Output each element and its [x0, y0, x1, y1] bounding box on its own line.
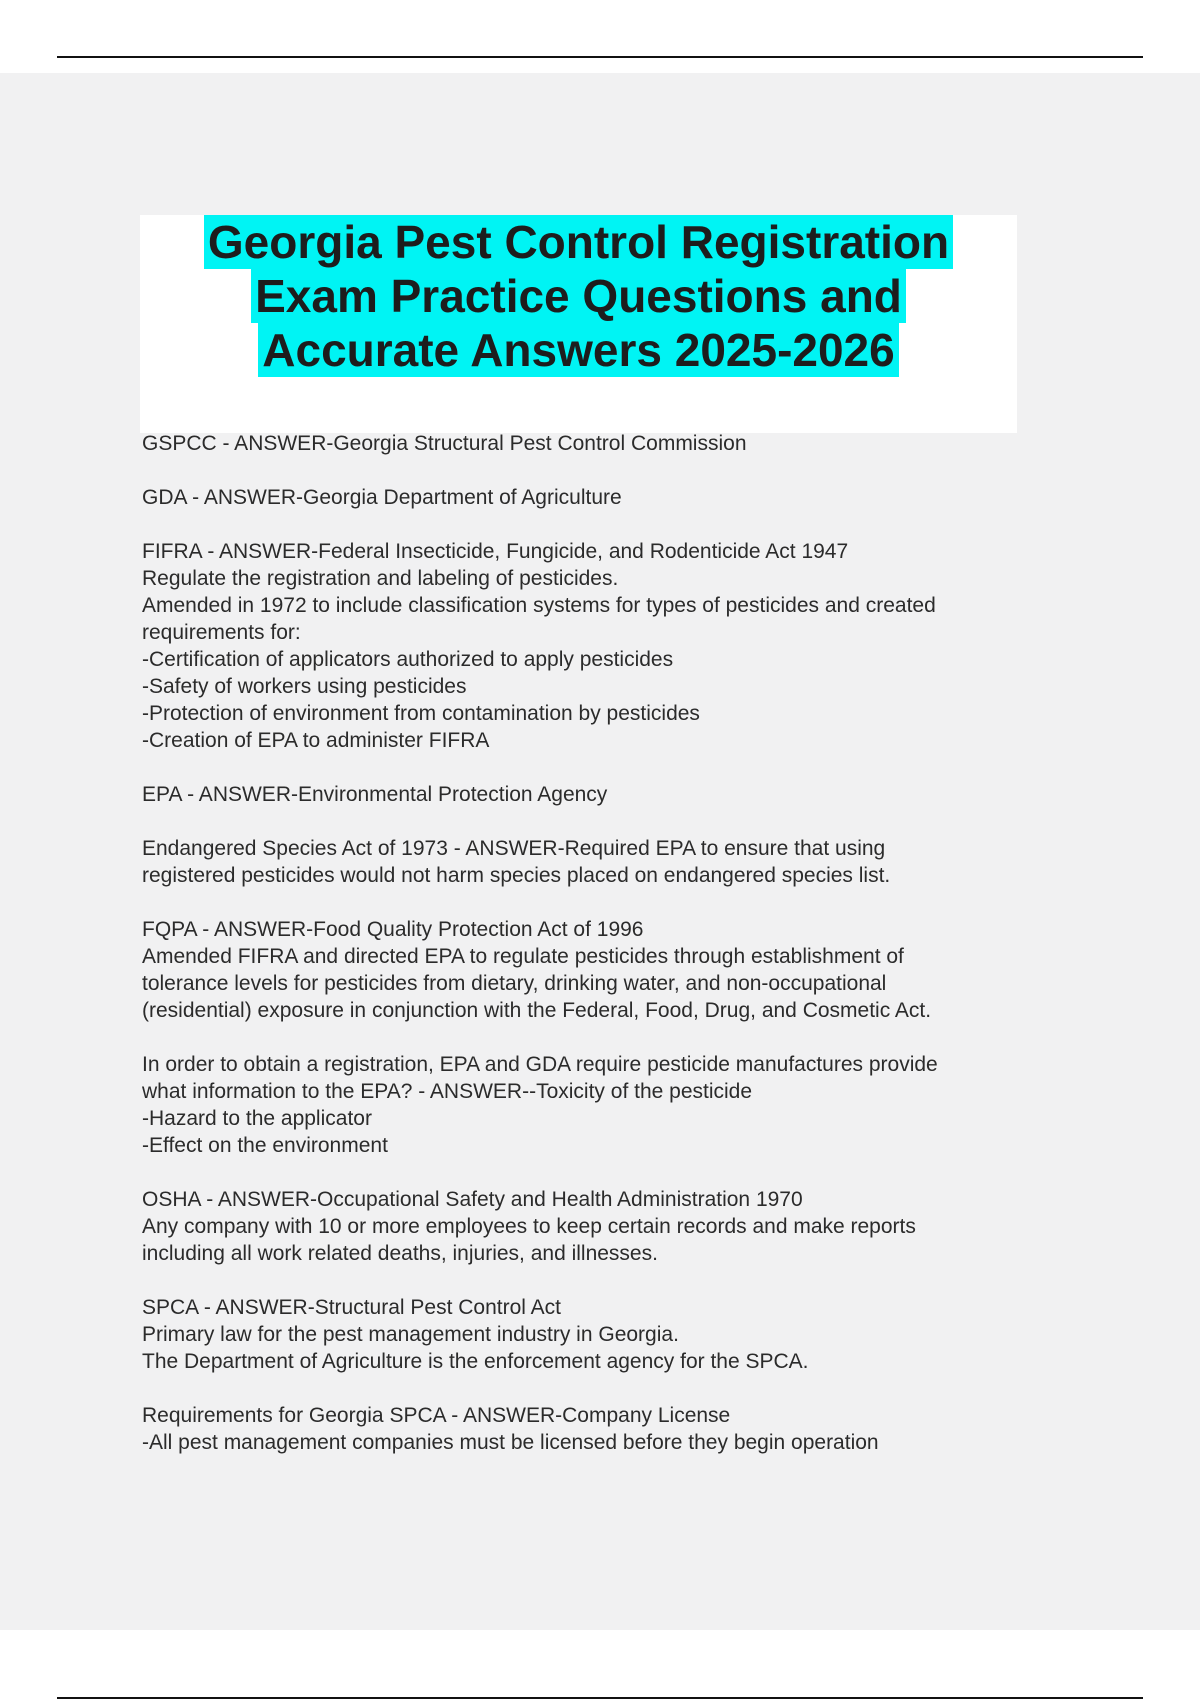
qa-line: OSHA - ANSWER-Occupational Safety and Health Administration 1970 [142, 1188, 803, 1211]
qa-line: what information to the EPA? - ANSWER--Toxicity of the pesticide [142, 1080, 753, 1103]
qa-line: FIFRA - ANSWER-Federal Insecticide, Fungicide, and Rodenticide Act 1947 [142, 540, 849, 563]
qa-line: Amended in 1972 to include classification systems for types of pesticides and created [142, 594, 936, 617]
qa-entry-osha [142, 1186, 1062, 1267]
qa-line: -Effect on the environment [142, 1134, 388, 1157]
qa-line: registered pesticides would not harm species placed on endangered species list. [142, 864, 891, 887]
qa-line: In order to obtain a registration, EPA and GDA require pesticide manufactures provide [142, 1053, 938, 1076]
qa-entry-gda [142, 484, 1062, 511]
qa-line: -Hazard to the applicator [142, 1107, 372, 1130]
qa-line: -Protection of environment from contamination by pesticides [142, 702, 700, 725]
qa-list [142, 430, 1062, 1483]
qa-entry-endangered-species-act [142, 835, 1062, 889]
qa-line: Requirements for Georgia SPCA - ANSWER-Company License [142, 1404, 731, 1427]
qa-line: The Department of Agriculture is the enforcement agency for the SPCA. [142, 1350, 809, 1373]
qa-line: (residential) exposure in conjunction with the Federal, Food, Drug, and Cosmetic Act. [142, 999, 932, 1022]
qa-line: requirements for: [142, 621, 301, 644]
qa-entry-fifra [142, 538, 1062, 754]
qa-entry-spca [142, 1294, 1062, 1375]
qa-line: GSPCC - ANSWER-Georgia Structural Pest Control Commission [142, 432, 747, 455]
qa-line: Endangered Species Act of 1973 - ANSWER-Required EPA to ensure that using [142, 837, 886, 860]
title-line-2: Exam Practice Questions and [251, 269, 906, 323]
qa-entry-gspcc [142, 430, 1062, 457]
title-box [140, 215, 1017, 433]
qa-entry-spca-requirements [142, 1402, 1062, 1456]
qa-line: Any company with 10 or more employees to keep certain records and make reports [142, 1215, 916, 1238]
bottom-rule [57, 1697, 1143, 1699]
qa-line: -Certification of applicators authorized to apply pesticides [142, 648, 674, 671]
qa-entry-fqpa [142, 916, 1062, 1024]
qa-line: FQPA - ANSWER-Food Quality Protection Act of 1996 [142, 918, 644, 941]
top-rule [57, 56, 1143, 58]
qa-line: Amended FIFRA and directed EPA to regulate pesticides through establishment of [142, 945, 904, 968]
qa-line: -All pest management companies must be licensed before they begin operation [142, 1431, 879, 1454]
qa-entry-epa [142, 781, 1062, 808]
qa-line: tolerance levels for pesticides from dietary, drinking water, and non-occupational [142, 972, 887, 995]
qa-line: including all work related deaths, injuries, and illnesses. [142, 1242, 658, 1265]
qa-line: Primary law for the pest management industry in Georgia. [142, 1323, 679, 1346]
qa-line: -Creation of EPA to administer FIFRA [142, 729, 490, 752]
qa-line: EPA - ANSWER-Environmental Protection Agency [142, 783, 608, 806]
qa-entry-registration-info [142, 1051, 1062, 1159]
qa-line: Regulate the registration and labeling of pesticides. [142, 567, 619, 590]
title-line-1: Georgia Pest Control Registration [204, 215, 953, 269]
qa-line: GDA - ANSWER-Georgia Department of Agriculture [142, 486, 622, 509]
qa-line: -Safety of workers using pesticides [142, 675, 467, 698]
document-title [140, 215, 1017, 377]
title-line-3: Accurate Answers 2025-2026 [258, 323, 898, 377]
qa-line: SPCA - ANSWER-Structural Pest Control Act [142, 1296, 561, 1319]
